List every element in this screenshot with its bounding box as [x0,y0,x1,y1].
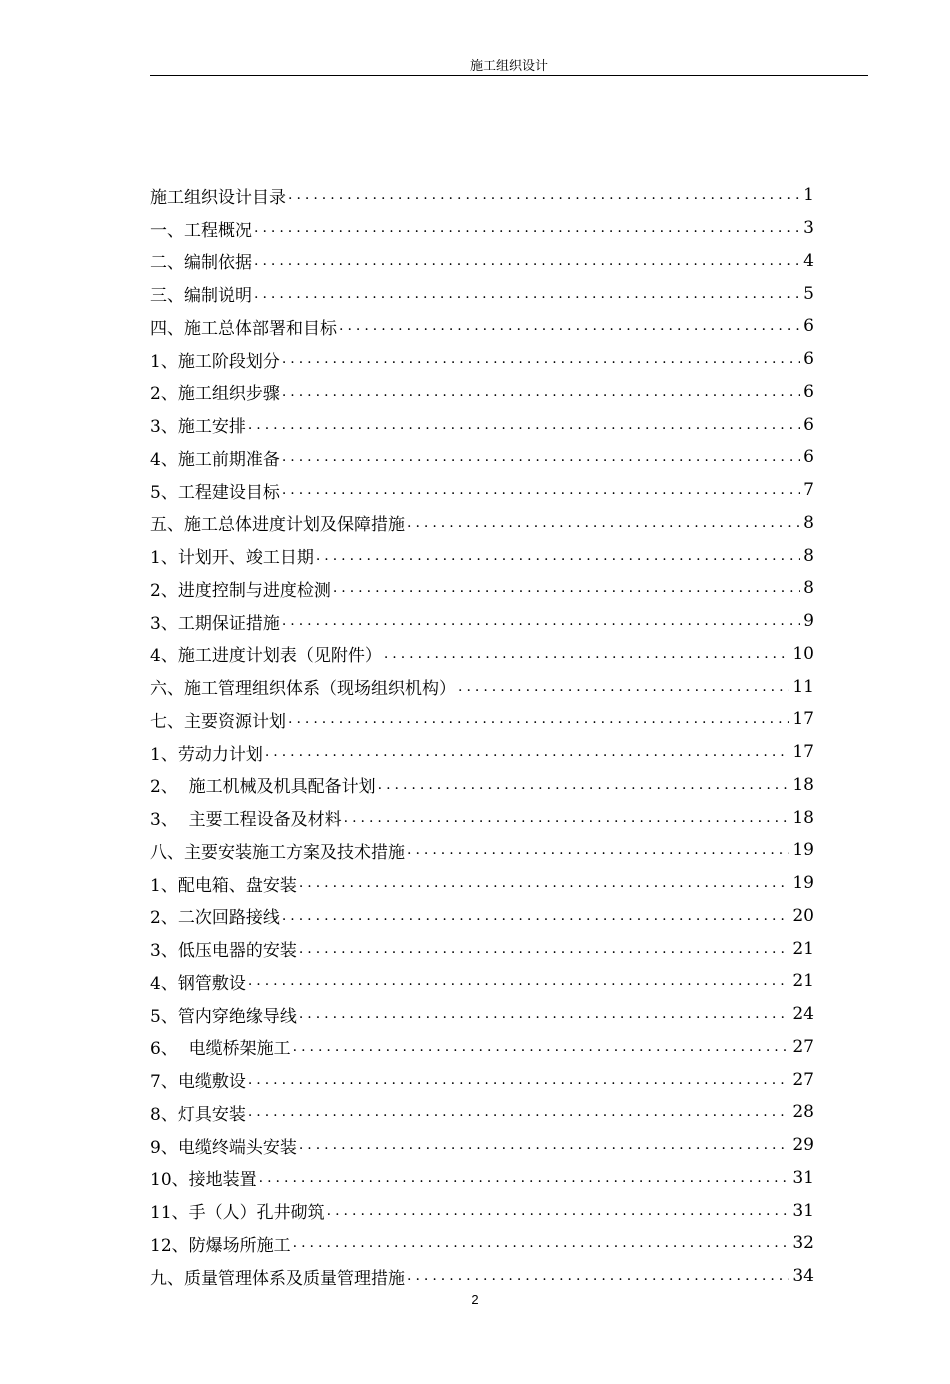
toc-entry-page: 32 [792,1233,814,1254]
toc-entry-title: 2、进度控制与进度检测 [150,580,331,601]
toc-entry[interactable] [150,1227,814,1260]
toc-entry-title: 2、施工组织步骤 [150,384,280,405]
toc-entry-page: 27 [792,1069,814,1090]
toc-entry-page: 24 [792,1004,814,1025]
toc-entry-title: 12、防爆场所施工 [150,1235,291,1256]
toc-entry-page: 21 [792,938,814,959]
dot-leader [254,220,800,236]
toc-entry[interactable] [150,932,814,965]
toc-entry[interactable] [150,1162,814,1195]
toc-entry[interactable] [150,1096,814,1129]
toc-entry-page: 7 [803,480,814,501]
table-of-contents [150,179,814,1293]
toc-entry[interactable] [150,507,814,540]
toc-entry-title: 3、施工安排 [150,417,246,438]
dot-leader [248,1104,790,1120]
toc-entry-page: 6 [803,447,814,468]
toc-entry[interactable] [150,343,814,376]
page-number: 2 [471,1292,479,1307]
dot-leader [299,875,790,891]
toc-entry[interactable] [150,834,814,867]
toc-entry[interactable] [150,670,814,703]
toc-entry-page: 8 [803,578,814,599]
toc-entry-title: 11、手（人）孔井砌筑 [150,1203,325,1224]
toc-entry-page: 31 [792,1200,814,1221]
toc-entry-title: 施工组织设计目录 [150,187,286,208]
toc-entry[interactable] [150,965,814,998]
toc-entry[interactable] [150,539,814,572]
dot-leader [316,548,800,564]
toc-entry[interactable] [150,638,814,671]
toc-entry-page: 19 [792,840,814,861]
dot-leader [333,580,800,596]
toc-entry-page: 4 [803,250,814,271]
dot-leader [265,744,790,760]
toc-entry[interactable] [150,900,814,933]
toc-entry[interactable] [150,1194,814,1227]
toc-entry-page: 20 [792,905,814,926]
toc-entry-title: 六、施工管理组织体系（现场组织机构） [150,679,456,700]
dot-leader [254,286,800,302]
toc-entry-page: 18 [792,807,814,828]
toc-entry-page: 31 [792,1167,814,1188]
toc-entry-title: 九、质量管理体系及质量管理措施 [150,1268,405,1289]
toc-entry-page: 6 [803,381,814,402]
dot-leader [259,1170,790,1186]
toc-entry-title: 8、灯具安装 [150,1104,246,1125]
toc-entry-title: 4、钢管敷设 [150,973,246,994]
toc-entry[interactable] [150,245,814,278]
toc-entry-title: 1、劳动力计划 [150,744,263,765]
toc-entry[interactable] [150,1260,814,1293]
toc-entry-page: 1 [803,185,814,206]
dot-leader [282,908,790,924]
toc-entry[interactable] [150,277,814,310]
toc-entry-title: 7、电缆敷设 [150,1072,246,1093]
toc-entry-title: 2、 施工机械及机具配备计划 [150,777,376,798]
toc-entry[interactable] [150,1031,814,1064]
dot-leader [248,417,800,433]
dot-leader [293,1235,790,1251]
dot-leader [458,679,789,695]
toc-entry[interactable] [150,474,814,507]
toc-entry-page: 17 [792,709,814,730]
toc-entry[interactable] [150,572,814,605]
toc-entry[interactable] [150,376,814,409]
toc-entry-page: 3 [803,218,814,239]
toc-entry-title: 5、工程建设目标 [150,482,280,503]
toc-entry-title: 1、配电箱、盘安装 [150,875,297,896]
dot-leader [407,515,800,531]
toc-entry-title: 3、低压电器的安装 [150,941,297,962]
toc-entry-page: 6 [803,316,814,337]
toc-entry[interactable] [150,736,814,769]
toc-entry[interactable] [150,212,814,245]
toc-entry-title: 4、施工进度计划表（见附件） [150,646,382,667]
toc-entry-title: 二、编制依据 [150,253,252,274]
toc-entry[interactable] [150,769,814,802]
toc-entry-page: 29 [792,1135,814,1156]
toc-entry-title: 6、 电缆桥架施工 [150,1039,291,1060]
dot-leader [299,1006,790,1022]
toc-entry-title: 一、工程概况 [150,220,252,241]
dot-leader [378,777,790,793]
toc-entry-page: 9 [803,611,814,632]
toc-entry-page: 21 [792,971,814,992]
toc-entry-page: 8 [803,512,814,533]
toc-entry-title: 1、计划开、竣工日期 [150,548,314,569]
toc-entry-page: 5 [803,283,814,304]
toc-entry[interactable] [150,441,814,474]
dot-leader [248,973,790,989]
toc-entry[interactable] [150,801,814,834]
toc-entry-title: 七、主要资源计划 [150,711,286,732]
dot-leader [407,842,789,858]
header-rule [150,75,868,76]
toc-entry[interactable] [150,605,814,638]
toc-entry[interactable] [150,867,814,900]
toc-entry-title: 3、 主要工程设备及材料 [150,810,342,831]
toc-entry-title: 三、编制说明 [150,286,252,307]
dot-leader [248,1072,790,1088]
toc-entry[interactable] [150,179,814,212]
dot-leader [288,187,800,203]
toc-entry-page: 28 [792,1102,814,1123]
dot-leader [407,1268,789,1284]
toc-entry-page: 6 [803,349,814,370]
dot-leader [282,482,800,498]
dot-leader [384,646,790,662]
toc-entry-title: 八、主要安装施工方案及技术措施 [150,842,405,863]
dot-leader [282,449,800,465]
dot-leader [282,351,800,367]
toc-entry[interactable] [150,998,814,1031]
dot-leader [254,253,800,269]
running-header: 施工组织设计 [469,59,548,74]
dot-leader [327,1203,790,1219]
toc-entry-page: 11 [792,676,814,697]
toc-entry-page: 6 [803,414,814,435]
toc-entry-title: 5、管内穿绝缘导线 [150,1006,297,1027]
toc-entry-title: 四、施工总体部署和目标 [150,318,337,339]
toc-entry[interactable] [150,703,814,736]
dot-leader [344,810,790,826]
toc-entry[interactable] [150,408,814,441]
dot-leader [299,1137,790,1153]
toc-entry-title: 10、接地装置 [150,1170,257,1191]
toc-entry[interactable] [150,1063,814,1096]
toc-entry-title: 五、施工总体进度计划及保障措施 [150,515,405,536]
toc-entry-page: 27 [792,1036,814,1057]
toc-entry-title: 3、工期保证措施 [150,613,280,634]
toc-entry[interactable] [150,1129,814,1162]
toc-entry-page: 34 [792,1266,814,1287]
toc-entry-page: 18 [792,774,814,795]
dot-leader [282,613,800,629]
toc-entry-page: 17 [792,742,814,763]
toc-entry[interactable] [150,310,814,343]
dot-leader [339,318,800,334]
toc-entry-page: 19 [792,873,814,894]
toc-entry-page: 10 [792,643,814,664]
toc-entry-title: 9、电缆终端头安装 [150,1137,297,1158]
dot-leader [299,941,790,957]
toc-entry-title: 1、施工阶段划分 [150,351,280,372]
toc-entry-page: 8 [803,545,814,566]
toc-entry-title: 4、施工前期准备 [150,449,280,470]
toc-entry-title: 2、二次回路接线 [150,908,280,929]
dot-leader [288,711,789,727]
dot-leader [293,1039,790,1055]
dot-leader [282,384,800,400]
